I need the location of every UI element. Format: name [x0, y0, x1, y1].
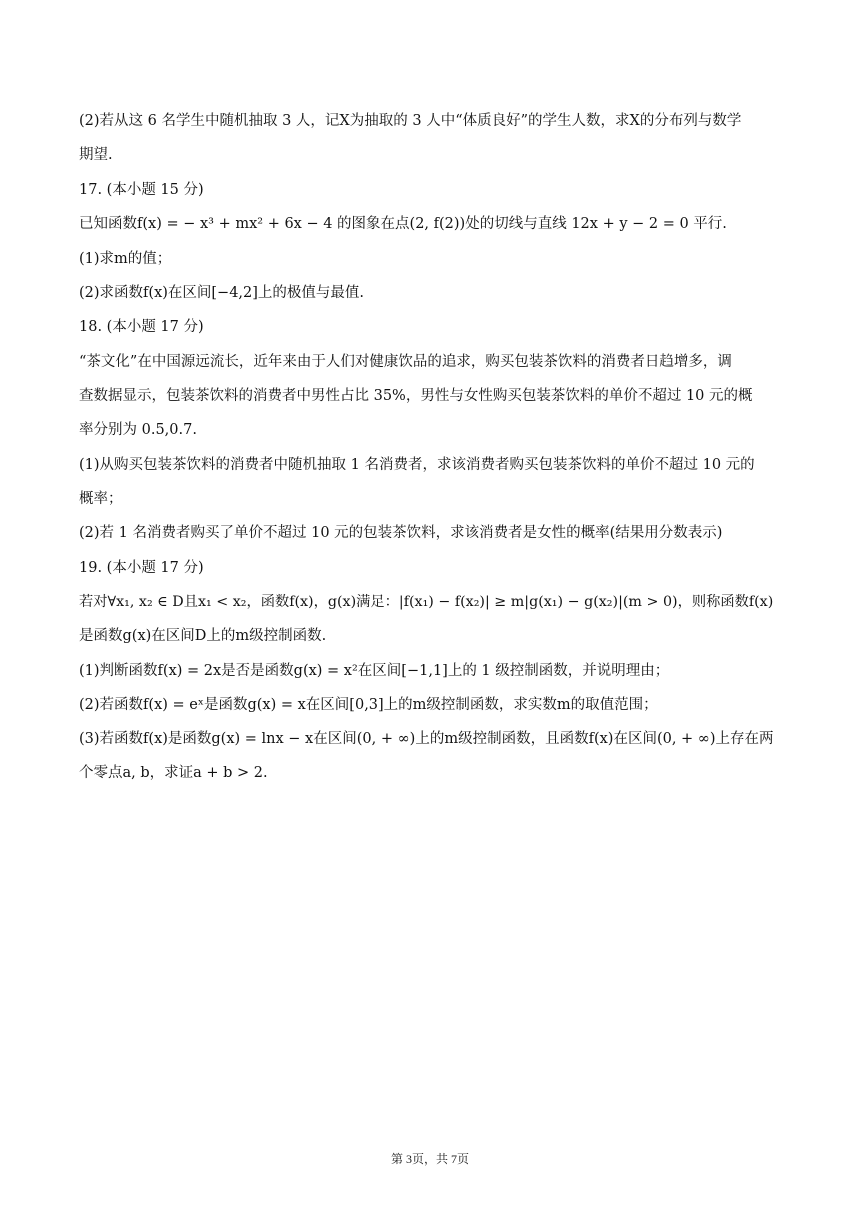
q19-part2: (2)若函数f(x) = eˣ是函数g(x) = x在区间[0,3]上的m级控制函数，求实数m的取值范围； [79, 697, 658, 713]
q16-part2-line1: (2)若从这 6 名学生中随机抽取 3 人，记X为抽取的 3 人中“体质良好”的学生人数，求X的分布列与数学 [79, 113, 742, 129]
q19-part3-line1: (3)若函数f(x)是函数g(x) = lnx − x在区间(0, + ∞)上的m级控制函数，且函数f(x)在区间(0, + ∞)上存在两 [79, 731, 774, 747]
page-footer: 第 3页，共 7页 [390, 1152, 469, 1166]
q18-part2: (2)若 1 名消费者购买了单价不超过 10 元的包装茶饮料，求该消费者是女性的概率(结果用分数表示) [79, 525, 723, 541]
q19-stem-line2: 是函数g(x)在区间D上的m级控制函数. [79, 628, 327, 644]
q19-stem-line1: 若对∀x₁, x₂ ∈ D且x₁ < x₂，函数f(x)，g(x)满足：|f(x₁) − f(x₂)| ≥ m|g(x₁) − g(x₂)|(m > 0)，则称函数f(x) [79, 594, 774, 610]
q19-part1: (1)判断函数f(x) = 2x是否是函数g(x) = x²在区间[−1,1]上的 1 级控制函数，并说明理由； [79, 663, 670, 679]
q19-heading: 19. (本小题 17 分) [79, 560, 204, 576]
q17-part1: (1)求m的值； [79, 251, 172, 267]
q18-stem-line3: 率分别为 0.5,0.7. [79, 422, 197, 438]
q18-stem-line1: “茶文化”在中国源远流长，近年来由于人们对健康饮品的追求，购买包装茶饮料的消费者日趋增多，调 [79, 354, 732, 370]
q19-part3-line2: 个零点a, b，求证a + b > 2. [79, 765, 268, 781]
q16-part2-line2: 期望. [79, 147, 113, 163]
q18-heading: 18. (本小题 17 分) [79, 319, 204, 335]
q17-stem: 已知函数f(x) = − x³ + mx² + 6x − 4 的图象在点(2, f(2))处的切线与直线 12x + y − 2 = 0 平行. [79, 216, 727, 232]
q18-part1-line1: (1)从购买包装茶饮料的消费者中随机抽取 1 名消费者，求该消费者购买包装茶饮料的单价不超过 10 元的 [79, 457, 755, 473]
q18-part1-line2: 概率； [79, 491, 123, 507]
q17-heading: 17. (本小题 15 分) [79, 182, 204, 198]
q18-stem-line2: 查数据显示，包装茶饮料的消费者中男性占比 35%，男性与女性购买包装茶饮料的单价不超过 10 元的概 [79, 388, 753, 404]
q17-part2: (2)求函数f(x)在区间[−4,2]上的极值与最值. [79, 285, 365, 301]
